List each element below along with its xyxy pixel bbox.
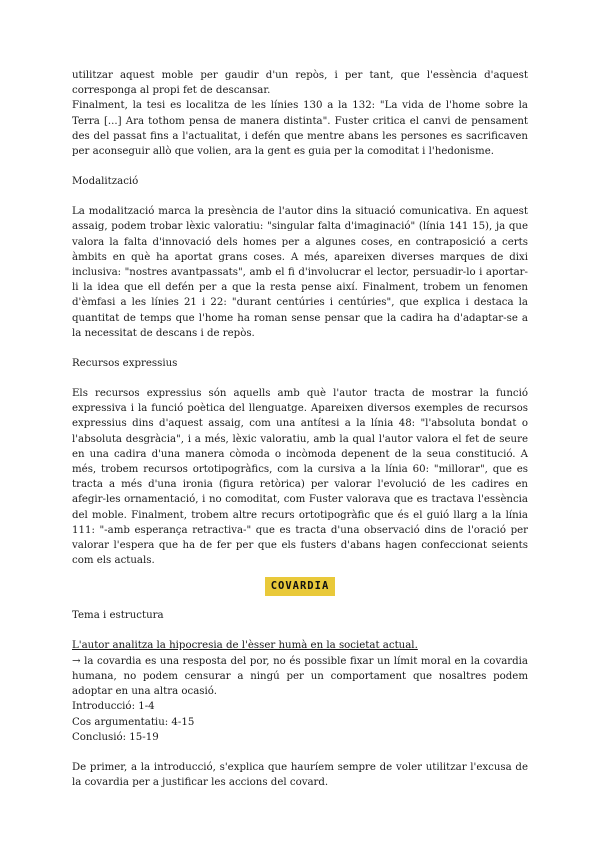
structure-conclusion: Conclusió: 15-19 [72,731,159,743]
intro-paragraph-1: utilitzar aquest moble per gaudir d'un repòs, i per tant, que l'essència d'aquest corresponga al propi fet de descansar. [72,70,528,97]
covardia-title: COVARDIA [265,577,336,596]
modalitzacio-body: La modalització marca la presència de l'autor dins la situació comunicativa. En aquest assaig, podem trobar lèxic valoratiu: "singular falta d'imaginació" (línia 141 15), ja que valora la falta d'innovació dels homes per a algunes coses, en contraposició a certs àmbits en què ha aportat grans coses. A més, apareixen diverses marques de dixi inclusiva: "nostres avantpassats", amb el fi d'involucrar el lector, persuadir-lo i aportar-li la idea que ell defén per a que la resta pense així. Finalment, trobem un fenomen d'èmfasi a les línies 21 i 22: "durant centúries i centúries", que explica i destaca la quantitat de temps que l'home ha roman sense pensar que la cadira ha d'adaptar-se a la necessitat de descans i de repòs. [72,206,528,339]
section-title-wrap [72,574,528,596]
tema-heading: Tema i estructura [72,610,164,622]
recursos-heading: Recursos expressius [72,358,178,370]
tesi-paragraph: → la covardia es una resposta del por, no és possible fixar un límit moral en la covardia humana, no podem censurar a ningú per un comportament que nosaltres podem adoptar en una altra ocasió. [72,655,528,698]
structure-intro: Introducció: 1-4 [72,701,155,713]
document-page [72,68,528,790]
last-paragraph: De primer, a la introducció, s'explica que hauríem sempre de voler utilitzar l'excusa de la covardia per a justificar les accions del covard. [72,761,528,789]
modalitzacio-heading: Modalització [72,176,139,188]
tema-statement: L'autor analitza la hipocresia de l'èsser humà en la societat actual. [72,640,418,652]
structure-body: Cos argumentatiu: 4-15 [72,716,195,728]
recursos-body: Els recursos expressius són aquells amb què l'autor tracta de mostrar la funció expressiva i la funció poètica del llenguatge. Apareixen diversos exemples de recursos expressius dins d'aquest assaig, com una antítesi a la línia 48: "l'absoluta bondat o l'absoluta desgràcia", i a més, lèxic valoratiu, amb la qual l'autor valora el fet de seure en una cadira d'una manera còmoda o incòmoda depenent de la seua constitució. A més, trobem recursos ortotipogràfics, com la cursiva a la línia 60: "millorar", que es tracta a més d'una ironia (figura retòrica) per valorar l'evolució de les cadires en afegir-les ornamentació, i no comoditat, com Fuster valorava que es tractava l'essència del moble. Finalment, trobem altre recurs ortotipogràfic que és el guió llarg a la línia 111: "-amb esperança retractiva-" que es tracta d'una observació dins de l'oració per valorar l'espera que ha de fer per que els fusters d'abans hagen confeccionat seients com els actuals. [72,388,528,567]
intro-paragraph-2: Finalment, la tesi es localitza de les línies 130 a la 132: "La vida de l'home sobre la Terra [...] Ara tothom pensa de manera distinta". Fuster critica el canvi de pensament des del passat fins a l'actualitat, i defén que mentre abans les persones es sacrificaven per aconseguir allò que volien, ara la gent es guia per la comoditat i l'hedonisme. [72,100,528,158]
